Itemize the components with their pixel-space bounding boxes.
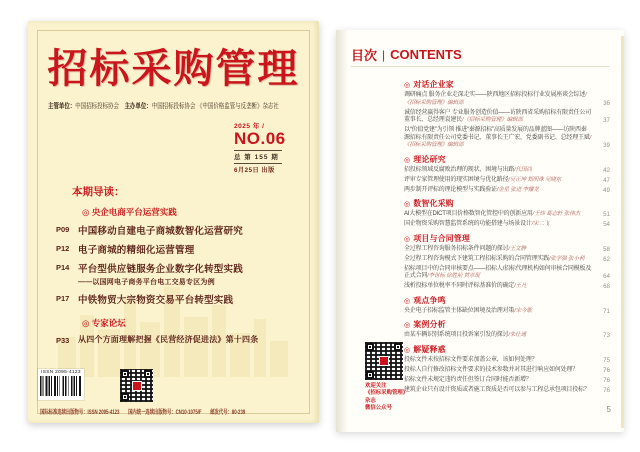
wechat-qr-caption bbox=[365, 383, 407, 412]
toc-entry-page: 58 bbox=[603, 245, 610, 253]
highlight-title: 平台型供应链服务企业数字化转型实践 ——以国网电子商务平台电工交易专区为例 bbox=[78, 264, 243, 286]
toc-section-label: 理论研究 bbox=[413, 154, 446, 164]
toc-entry-authors: /《招标采购管理》编辑部 bbox=[462, 117, 523, 123]
toc-entry bbox=[404, 246, 610, 254]
toc-entry-authors: /金星 张进 李耀龙 bbox=[496, 186, 539, 193]
toc-section-heading bbox=[404, 320, 610, 330]
toc-section bbox=[404, 345, 610, 395]
toc-entry-authors: /吴正坤 郑明珠 吴晓东 bbox=[508, 176, 562, 183]
toc-entry bbox=[404, 367, 610, 375]
toc-section-label: 对话企业家 bbox=[413, 80, 454, 89]
toc-entry-title: 全过程工程咨询模式下建筑工程招标采购的合同管理实践/张学强 张小利 bbox=[404, 255, 585, 262]
highlights-title: 本期导读： bbox=[72, 186, 125, 198]
toc-entry bbox=[404, 283, 610, 291]
organizer-value: 中国招标投标协会 《中国价格监管与反垄断》杂志社 bbox=[151, 103, 279, 110]
toc-section bbox=[404, 80, 610, 150]
toc-entry-authors: /李世标 徐胜前 黄卓琨 bbox=[427, 273, 480, 279]
toc-entry-authors: /宋今歌 bbox=[514, 307, 532, 314]
toc-entry-page: 62 bbox=[603, 255, 610, 263]
toc-entry-page: 54 bbox=[603, 221, 610, 228]
issue-year: 2025 年 / bbox=[234, 123, 265, 130]
qr-caption-line: 欢迎关注 bbox=[365, 383, 387, 389]
highlight-subtitle: ——以国网电子商务平台电工交易专区为例 bbox=[78, 279, 215, 286]
contents-header-zh: 目次 bbox=[351, 48, 378, 63]
supervisor-value: 中国招标投标协会 bbox=[75, 103, 119, 110]
toc-entry bbox=[404, 266, 610, 281]
issue-number: NO.06 bbox=[234, 129, 286, 148]
toc-section bbox=[404, 155, 610, 195]
toc-entry-authors: /代国尚 bbox=[514, 166, 532, 173]
qr-caption-line: 《招标采购管理》杂志 bbox=[365, 390, 406, 404]
toc-section-label: 项目与合同管理 bbox=[413, 233, 471, 243]
toc-entry-page: 71 bbox=[603, 307, 610, 315]
toc-section bbox=[404, 234, 610, 291]
cover-highlight-item bbox=[44, 292, 306, 306]
wechat-qr-block bbox=[365, 342, 407, 412]
toc-entry-title: 招标文件未规定违约责任但签订合同时能否新增？ bbox=[404, 376, 532, 383]
highlights-sections bbox=[44, 206, 306, 345]
toc-entry-title: 两步制开评标的理论模型与实践验证/金星 张进 李耀龙 bbox=[404, 186, 539, 193]
toc-body bbox=[404, 80, 610, 399]
toc-entry-title: 全过程工程咨询服务招标条件问题的探讨/王文静 bbox=[404, 245, 526, 252]
toc-entry-authors: /张学强 张小利 bbox=[549, 255, 585, 262]
barcode-bars bbox=[40, 376, 82, 396]
organizer-label: 主办单位： bbox=[118, 103, 152, 110]
qr-logo-red-square bbox=[379, 356, 389, 366]
toc-section-label: 案例分析 bbox=[413, 320, 446, 329]
toc-entry bbox=[404, 256, 610, 264]
toc-entry-title: 建筑企业只有设计资质或者施工资质是否可以参与工程总承包项目投标？ bbox=[404, 386, 590, 393]
toc-entry-authors: /王凡 bbox=[514, 283, 527, 289]
toc-section-label: 解疑释惑 bbox=[413, 344, 446, 354]
cover-page bbox=[28, 21, 319, 423]
toc-section-heading bbox=[404, 296, 610, 306]
toc-entry-title: 央企电子招标监管主体缺位困境及治理对策/宋今歌 bbox=[404, 307, 532, 314]
toc-entry-page: 76 bbox=[603, 366, 610, 374]
toc-entry bbox=[404, 308, 610, 316]
toc-entry-title: 投标人自行修改招标文件要求的技术参数并对其进行响应如何处理？ bbox=[404, 366, 579, 373]
page-number: 5 bbox=[606, 405, 611, 414]
cover-highlight-item bbox=[44, 261, 306, 287]
toc-entry-page: 36 bbox=[603, 99, 610, 107]
cover-section-title: ◎ 专家论坛 bbox=[82, 318, 126, 328]
contents-header-separator: | bbox=[382, 47, 386, 62]
toc-entry-title: 评审专家管理使用的现实困境与优化路径/吴正坤 郑明珠 吴晓东 bbox=[404, 176, 562, 183]
toc-entry bbox=[404, 110, 610, 125]
section-bullet-icon: ◎ bbox=[404, 322, 411, 329]
toc-entry-page: 39 bbox=[603, 142, 610, 149]
supervisor-label: 主管单位： bbox=[48, 103, 76, 110]
qr-caption-line: 微信公众号 bbox=[365, 404, 392, 411]
toc-section-heading bbox=[404, 234, 610, 244]
cover-highlights bbox=[44, 184, 306, 345]
toc-entry-page: 75 bbox=[603, 356, 610, 364]
highlight-title: 中国移动自建电子商城数智化运营研究 bbox=[78, 226, 243, 237]
toc-entry-title: 以“价值党建”为引领 推进“秦源招标”高质量发展的品牌蓝图——访陕西秦源招标有限责任公司党委书记、董事长王广宏，党委副书记、总经理王斌/《招标采购管理》编辑部 bbox=[404, 127, 591, 148]
toc-entry-title: 招标项目中的合同审核要点——招标人/招标代理机构如何审核合同模板及正式合同/李世标 徐胜前 黄卓琨 bbox=[404, 265, 592, 279]
toc-entry-authors: /《招标采购管理》编辑部 bbox=[404, 134, 591, 148]
publication-codes: 国际标准连续出版物号：ISSN 2095-4123 国内统一连续出版物号：CN10-1075/F 邮发代号：80-239 bbox=[40, 410, 246, 416]
toc-entry bbox=[404, 387, 610, 395]
toc-section-label: 数智化采购 bbox=[413, 199, 454, 208]
toc-entry-title: 国企物资采购智慧监管系统的功能搭建与场景设计/宋二飞 bbox=[404, 221, 550, 227]
toc-entry bbox=[404, 221, 610, 229]
cover-highlight-item bbox=[44, 223, 306, 237]
toc-section bbox=[404, 296, 610, 316]
section-bullet-icon: ◎ bbox=[404, 82, 411, 89]
toc-entry-authors: /朱仕通 bbox=[508, 332, 526, 338]
toc-entry-page: 49 bbox=[603, 186, 610, 194]
highlight-title: 电子商城的精细化运营管理 bbox=[78, 245, 195, 256]
toc-entry-authors: /《招标采购管理》编辑部 bbox=[404, 92, 587, 106]
cover-section-title: ◎ 央企电商平台运营实践 bbox=[82, 207, 177, 217]
toc-section bbox=[404, 320, 610, 340]
toc-section-heading bbox=[404, 80, 610, 90]
contents-page bbox=[336, 30, 624, 432]
toc-entry-page: 37 bbox=[603, 117, 610, 124]
publisher-line bbox=[48, 101, 279, 111]
toc-entry-page: 68 bbox=[603, 283, 610, 290]
highlight-page-ref: P09 bbox=[56, 224, 70, 234]
toc-entry bbox=[404, 92, 610, 107]
toc-entry-page: 73 bbox=[603, 332, 610, 339]
highlight-page-ref: P14 bbox=[56, 262, 70, 272]
qr-logo-red-square bbox=[132, 381, 142, 391]
issn-label: ISSN 2095-4123 bbox=[41, 370, 81, 375]
toc-entry bbox=[404, 332, 610, 340]
wechat-qr-code bbox=[365, 342, 403, 380]
toc-entry bbox=[404, 167, 610, 175]
toc-entry bbox=[404, 127, 610, 150]
toc-entry-title: 调研痛点 服务企业走深走实——陕西地区招标投标行业发展座谈会综述/《招标采购管理》编辑部 bbox=[404, 92, 587, 106]
toc-entry-page: 64 bbox=[603, 273, 610, 280]
toc-entry-page: 76 bbox=[603, 386, 610, 394]
toc-entry bbox=[404, 177, 610, 185]
toc-entry-page: 76 bbox=[603, 376, 610, 384]
toc-entry bbox=[404, 377, 610, 385]
highlight-page-ref: P33 bbox=[56, 335, 70, 345]
highlight-page-ref: P12 bbox=[56, 243, 70, 253]
toc-entry-authors: /宋二飞 bbox=[531, 221, 550, 227]
issue-info-box bbox=[234, 121, 286, 175]
toc-entry-page: 47 bbox=[603, 176, 610, 184]
toc-entry bbox=[404, 187, 610, 195]
issue-total: 总 第 155 期 bbox=[234, 150, 282, 164]
section-bullet-icon: ◎ bbox=[404, 235, 411, 243]
toc-entry-title: AI大模型在DICT项目价格数智化管控中的创新应用/王炜 葛志轩 张伟杰 bbox=[404, 211, 580, 217]
toc-section-heading bbox=[404, 199, 610, 209]
toc-section-heading bbox=[404, 345, 610, 355]
toc-entry bbox=[404, 211, 610, 219]
contents-header-en: CONTENTS bbox=[390, 47, 462, 62]
toc-entry-title: 投标文件未按招标文件要求加盖公章，该如何处理？ bbox=[404, 356, 538, 363]
publish-date: 6月25日 出版 bbox=[234, 167, 275, 175]
toc-entry bbox=[404, 357, 610, 365]
cover-highlight-item bbox=[44, 334, 306, 345]
toc-entry-page: 51 bbox=[603, 211, 610, 218]
highlight-page-ref: P17 bbox=[56, 293, 70, 303]
highlight-title: 从四个方面理解把握《民营经济促进法》第十四条 bbox=[78, 335, 259, 344]
toc-entry-title: 由某车辆识别系统项目投诉案引发的探讨/朱仕通 bbox=[404, 332, 526, 338]
toc-entry-authors: /王炜 葛志轩 张伟杰 bbox=[532, 211, 580, 217]
toc-entry-page: 42 bbox=[603, 166, 610, 174]
section-bullet-icon: ◎ bbox=[404, 346, 411, 354]
toc-entry-title: 浅析投标单位税率不同时评标基准价的确定/王凡 bbox=[404, 283, 527, 289]
cover-highlight-item bbox=[44, 242, 306, 256]
toc-section-label: 观点争鸣 bbox=[413, 295, 446, 305]
section-bullet-icon: ◎ bbox=[404, 156, 411, 164]
toc-section bbox=[404, 199, 610, 229]
contents-header bbox=[351, 45, 462, 64]
magazine-title: 招标采购管理 bbox=[47, 47, 300, 91]
toc-entry-title: 诚信经营赢得客户 专业服务创造价值——访陕西省采购招标有限责任公司董事长、总经理袁建民/《招标采购管理》编辑部 bbox=[404, 109, 592, 123]
highlight-title: 中铁物贸大宗物资交易平台转型实践 bbox=[78, 295, 234, 306]
section-bullet-icon: ◎ bbox=[404, 297, 411, 305]
header-divider bbox=[351, 66, 610, 67]
toc-section-heading bbox=[404, 155, 610, 165]
toc-entry-title: 招投标领域反腐败治理的现状、困境与出路/代国尚 bbox=[404, 166, 532, 173]
toc-entry-authors: /王文静 bbox=[508, 245, 526, 252]
cover-qr-code bbox=[120, 369, 153, 402]
issn-barcode bbox=[38, 369, 84, 400]
section-bullet-icon: ◎ bbox=[404, 201, 411, 208]
